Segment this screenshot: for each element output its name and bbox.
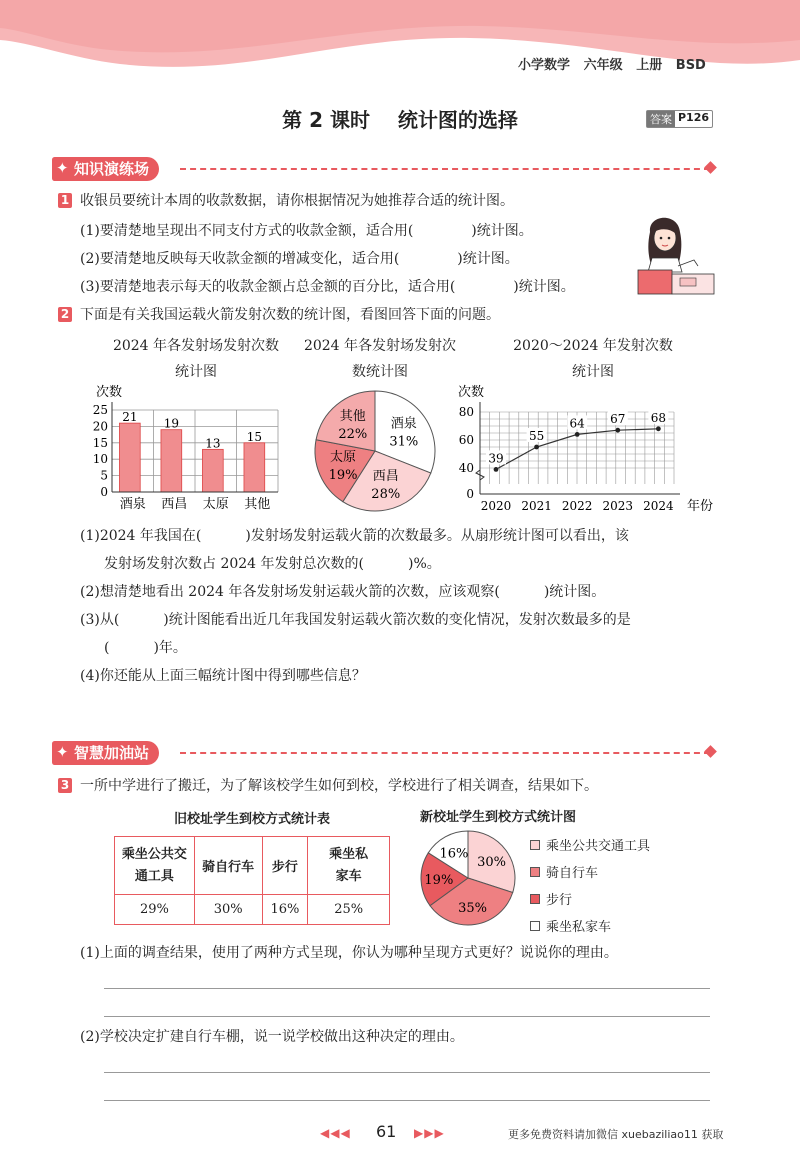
q3-item-1: (1)上面的调查结果，使用了两种方式呈现，你认为哪种呈现方式更好？说说你的理由。	[80, 945, 618, 961]
table-header: 乘坐公共交通工具	[115, 837, 195, 895]
y-tick-label: 0	[100, 485, 108, 499]
data-point	[494, 467, 499, 472]
answer-line[interactable]	[104, 1072, 710, 1073]
y-tick-label: 80	[458, 405, 474, 419]
data-label: 55	[528, 429, 545, 443]
data-point	[534, 445, 539, 450]
x-tick-label: 酒泉	[119, 497, 146, 512]
bar-value-label: 21	[122, 410, 138, 425]
y-tick-label: 20	[92, 419, 108, 434]
table-cell: 16%	[262, 895, 308, 925]
pie-value-label: 19%	[424, 872, 454, 888]
q1-stem: 1 收银员要统计本周的收款数据，请你根据情况为她推荐合适的统计图。	[58, 190, 514, 210]
x-tick-label: 2023	[602, 499, 634, 513]
pie-category-label: 太原	[330, 449, 357, 465]
pie-category-label: 西昌	[372, 469, 399, 485]
answer-badge[interactable]	[646, 110, 713, 128]
prev-arrows-icon: ◀◀◀	[320, 1126, 351, 1140]
pie-value-label: 30%	[477, 854, 507, 870]
table-header: 骑自行车	[194, 837, 262, 895]
data-point	[575, 432, 580, 437]
q3-item-2: (2)学校决定扩建自行车棚，说一说学校做出这种决定的理由。	[80, 1029, 464, 1045]
y-tick-label: 40	[458, 461, 474, 475]
x-tick-label: 2022	[561, 499, 593, 513]
y-axis-label: 次数	[96, 385, 123, 400]
footer-promo: 更多免费资料请加微信 xuebaziliao11 获取	[508, 1128, 724, 1141]
table-header: 乘坐私家车	[308, 837, 390, 895]
pie-category-label: 其他	[339, 409, 366, 425]
legend-swatch	[530, 894, 540, 904]
section-title: 知识演练场	[74, 160, 150, 178]
data-label: 39	[488, 451, 504, 466]
data-label: 68	[650, 410, 667, 425]
data-label: 67	[610, 412, 626, 427]
legend-swatch	[530, 840, 540, 850]
new-campus-pie-chart	[418, 828, 518, 928]
bar-chart-title: 2024 年各发射场发射次数统计图	[112, 338, 280, 380]
answer-line[interactable]	[104, 988, 710, 989]
old-campus-table	[114, 836, 390, 925]
pie-chart-title: 2024 年各发射场发射次数统计图	[303, 338, 457, 380]
q2-item-1: (1)2024 年我国在( )发射场发射运载火箭的次数最多。从扇形统计图可以看出，该	[80, 528, 629, 544]
legend-swatch	[530, 867, 540, 877]
data-point	[656, 426, 661, 431]
next-arrows-icon: ▶▶▶	[414, 1126, 445, 1140]
q1-item-1: (1)要清楚地呈现出不同支付方式的收款金额，适合用( )统计图。	[80, 223, 533, 239]
q2-item-4: (4)你还能从上面三幅统计图中得到哪些信息？	[80, 668, 366, 684]
section-knowledge	[52, 156, 159, 182]
legend-item	[530, 862, 598, 881]
bar	[244, 443, 265, 492]
legend-label: 步行	[546, 893, 573, 908]
legend-item	[530, 889, 572, 908]
bar-chart	[78, 382, 288, 520]
x-axis-label: 年份	[686, 499, 714, 514]
table-title: 旧校址学生到校方式统计表	[173, 812, 330, 827]
legend-label: 骑自行车	[546, 866, 599, 881]
bar-value-label: 19	[163, 416, 179, 431]
answer-label: 答案	[647, 111, 675, 127]
bar-value-label: 15	[246, 429, 262, 444]
answer-line[interactable]	[104, 1016, 710, 1017]
x-tick-label: 2020	[480, 499, 512, 513]
line-chart-title: 2020～2024 年发射次数统计图	[513, 338, 673, 380]
bar	[161, 430, 182, 492]
section-divider	[180, 168, 710, 170]
pie-category-label: 酒泉	[390, 416, 417, 432]
q1-item-3: (3)要清楚地表示每天的收款金额占总金额的百分比，适合用( )统计图。	[80, 279, 575, 295]
x-tick-label: 太原	[202, 497, 229, 512]
pie-value-label: 22%	[338, 427, 368, 443]
table-cell: 29%	[115, 895, 195, 925]
pie-value-label: 19%	[328, 467, 358, 483]
answer-page: P126	[678, 111, 710, 124]
section-divider	[180, 752, 710, 754]
cashier-illustration	[628, 214, 718, 296]
pie-value-label: 28%	[371, 487, 401, 503]
y-tick-label: 0	[466, 487, 474, 501]
bar	[202, 449, 223, 492]
y-axis-label: 次数	[458, 385, 485, 400]
q1-item-2: (2)要清楚地反映每天收款金额的增减变化，适合用( )统计图。	[80, 251, 519, 267]
diamond-icon	[704, 745, 717, 758]
y-tick-label: 60	[458, 433, 474, 447]
table-cell: 25%	[308, 895, 390, 925]
star-icon: ✦	[56, 743, 69, 761]
launch-site-pie-chart	[312, 388, 438, 514]
section-title: 智慧加油站	[74, 744, 150, 762]
legend-swatch	[530, 921, 540, 931]
x-tick-label: 西昌	[161, 497, 188, 512]
q2-item-1b: 发射场发射次数占 2024 年发射总次数的( )%。	[104, 556, 441, 572]
q2-item-3: (3)从( )统计图能看出近几年我国发射运载火箭次数的变化情况，发射次数最多的是	[80, 612, 631, 628]
pie-value-label: 16%	[439, 846, 469, 862]
x-tick-label: 其他	[244, 497, 271, 512]
y-tick-label: 15	[92, 435, 108, 450]
pie-value-label: 35%	[458, 900, 488, 916]
line-chart	[444, 382, 716, 520]
q2-stem: 2 下面是有关我国运载火箭发射次数的统计图，看图回答下面的问题。	[58, 304, 500, 324]
bar	[119, 423, 140, 492]
table-header: 步行	[262, 837, 308, 895]
q2-item-3b: ( )年。	[104, 640, 187, 656]
answer-line[interactable]	[104, 1100, 710, 1101]
data-label: 64	[569, 416, 585, 431]
q2-item-2: (2)想清楚地看出 2024 年各发射场发射运载火箭的次数，应该观察( )统计图。	[80, 584, 606, 600]
legend-label: 乘坐私家车	[546, 920, 612, 935]
page-number: 61	[376, 1122, 397, 1141]
bar-value-label: 13	[205, 436, 221, 451]
x-tick-label: 2024	[643, 499, 674, 513]
section-badge	[52, 741, 159, 765]
y-tick-label: 5	[100, 468, 108, 483]
header-course: 小学数学 六年级 上册 BSD	[518, 58, 706, 73]
legend-item	[530, 835, 650, 854]
pie2-title: 新校址学生到校方式统计图	[420, 810, 577, 825]
table-cell: 30%	[194, 895, 262, 925]
q3-stem: 3 一所中学进行了搬迁，为了解该校学生如何到校，学校进行了相关调查，结果如下。	[58, 775, 598, 795]
section-badge	[52, 157, 159, 181]
legend-label: 乘坐公共交通工具	[546, 839, 651, 854]
star-icon: ✦	[56, 159, 69, 177]
legend-item	[530, 916, 611, 935]
x-tick-label: 2021	[521, 499, 552, 513]
y-tick-label: 10	[92, 452, 108, 467]
section-wisdom	[52, 740, 159, 766]
pie-value-label: 31%	[389, 434, 419, 450]
page-title: 第 2 课时 统计图的选择	[282, 108, 518, 132]
y-tick-label: 25	[92, 403, 108, 417]
diamond-icon	[704, 161, 717, 174]
data-point	[615, 428, 620, 433]
